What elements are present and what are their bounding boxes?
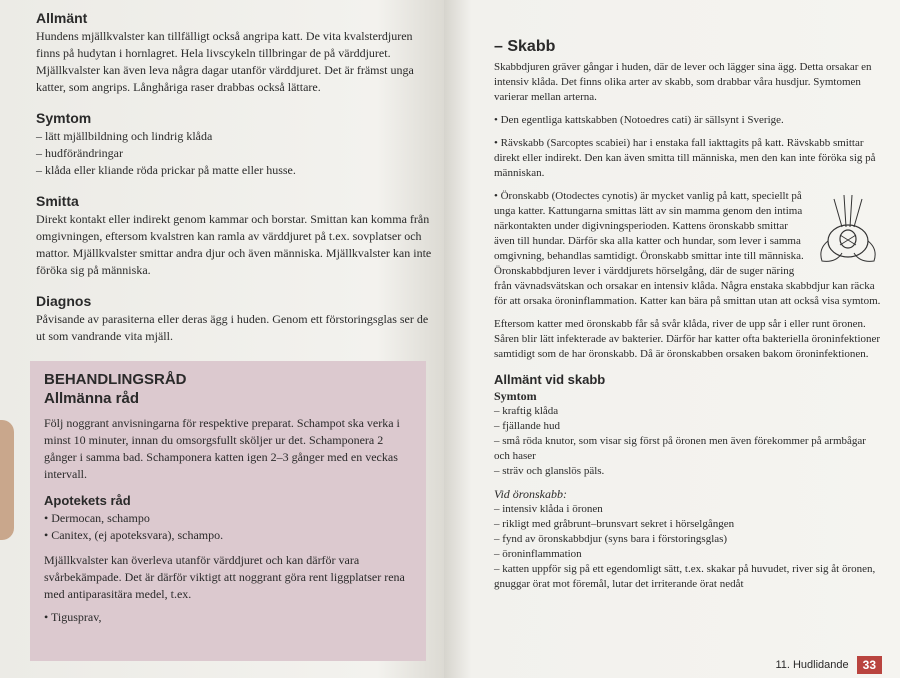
apotek-heading: Apotekets råd — [44, 493, 131, 508]
vid-list — [494, 502, 884, 592]
heading-smitta: Smitta — [36, 193, 79, 209]
text-smitta: Direkt kontakt eller indirekt genom kammar och borstar. Smittan kan komma från omgivningen, eftersom kvalstren kan ramla av värddjuret på t.ex. sovplatser och mattor. Mjällkvalster smittar andra djur och även människa. Mjällkvalster kan inte föröka sig på människa. — [36, 212, 432, 277]
vid-heading: Vid öronskabb: — [494, 487, 567, 501]
item-oronskabb: • Öronskabb (Otodectes cynotis) är mycket vanlig på katt, speciellt på unga katter. Kattungarna smittas lätt av sin mamma genom den intima närkontakten under digivningsperioden. Kattens öronskabb smittar även till hundar. Därför ska alla katter och hundar, som lever i samma omgivning, behandlas samtidigt. Öronskabb smittar inte till människa. Öronskabbdjuren lever i värddjurets hörselgång, där de suger näring från vävnadsvätskan och orsakar en intensiv klåda. Några enstaka skabbdjur kan räcka för att orsaka öroninflammation. Katter kan bära på smittan utan att också visa symtom. — [494, 190, 881, 307]
item-ravskabb: • Rävskabb (Sarcoptes scabiei) har i enstaka fall iakttagits på katt. Rävskabb smittar direkt eller indirekt. Den kan även smitta till människa, men den kan inte föröka sig på människan. — [494, 137, 876, 179]
box-text: Följ noggrant anvisningarna för respektive preparat. Schampot ska verka i minst 10 minuter, innan du omsorgsfullt sköljer ur det. Schamponera 2 gånger i samma bad. Schamponera katten igen 2–3 gånger med en veckas intervall. — [44, 416, 400, 481]
section-diagnos — [36, 293, 432, 345]
section-smitta — [36, 193, 432, 279]
right-column — [494, 38, 884, 592]
heading-diagnos: Diagnos — [36, 293, 92, 309]
symtom-heading: Symtom — [494, 389, 537, 403]
page-title: – Skabb — [494, 38, 556, 55]
allmant-skabb-heading: Allmänt vid skabb — [494, 372, 606, 387]
box-subtitle: Allmänna råd — [44, 390, 140, 407]
list-item: – fjällande hud — [494, 419, 884, 434]
left-column — [36, 10, 432, 661]
list-item: – rikligt med gråbrunt–brunsvart sekret i hörselgången — [494, 517, 884, 532]
list-item: – katten uppför sig på ett egendomligt sätt, t.ex. skakar på huvudet, river sig åt öronen, gnuggar örat mot föremål, lutar det irriterande örat nedåt — [494, 562, 884, 592]
list-item: • Canitex, (ej apoteksvara), schampo. — [44, 527, 412, 544]
mite-illustration — [812, 189, 884, 273]
list-item: • Tigusprav, — [44, 609, 412, 626]
list-item: – lätt mjällbildning och lindrig klåda — [36, 128, 432, 145]
footer-chapter: 11. Hudlidande — [775, 659, 849, 671]
list-item: – fynd av öronskabbdjur (syns bara i förstoringsglas) — [494, 532, 884, 547]
intro-text: Skabbdjuren gräver gångar i huden, där de lever och lägger sina ägg. Detta orsakar en intensiv klåda. Det finns olika arter av skabb, som drabbar våra husdjur. Symtomen varierar mellan arterna. — [494, 61, 872, 103]
right-symtom-list — [494, 404, 884, 479]
text-allmant: Hundens mjällkvalster kan tillfälligt också angripa katt. De vita kvalsterdjuren finns på hudytan i hornlagret. Hela livscykeln tillbringar de på värddjuret. Mjällkvalster kan även leva några dagar utanför värddjuret. Det är främst unga katter, som angrips. Långhåriga raser drabbas också lättare. — [36, 29, 414, 94]
symtom-list — [36, 128, 432, 179]
list-item: – kraftig klåda — [494, 404, 884, 419]
list-item: – öroninflammation — [494, 547, 884, 562]
section-symtom — [36, 110, 432, 179]
list-item: • Dermocan, schampo — [44, 510, 412, 527]
list-item: – klåda eller kliande röda prickar på matte eller husse. — [36, 162, 432, 179]
heading-allmant: Allmänt — [36, 10, 88, 26]
box-text-2: Mjällkvalster kan överleva utanför värddjuret och kan därför vara svårbekämpade. Det är därför viktigt att noggrant göra rent liggplatser rena med antiparasitära medel, t.ex. — [44, 553, 405, 601]
apotek-list — [44, 510, 412, 544]
box-title: BEHANDLINGSRÅD — [44, 371, 187, 388]
list-item: – intensiv klåda i öronen — [494, 502, 884, 517]
heading-symtom: Symtom — [36, 110, 92, 126]
right-page — [444, 0, 900, 678]
thumb — [0, 420, 14, 540]
left-page — [0, 0, 444, 678]
list-item: – små röda knutor, som visar sig först på öronen men även förekommer på armbågar och haser — [494, 434, 884, 464]
page-footer — [775, 656, 882, 674]
item-kattskabb: • Den egentliga kattskabben (Notoedres cati) är sällsynt i Sverige. — [494, 114, 784, 126]
list-item: – hudförändringar — [36, 145, 432, 162]
oronskabb-block — [494, 189, 884, 309]
para-2: Eftersom katter med öronskabb får så svår klåda, river de upp sår i eller runt öronen. Såren blir lätt infekterade av bakterier. Därför har katter ofta bakteriella öroninfektioner samtidigt som de har öronskabb. Då är öronskabben orsaken bakom öroninfektionen. — [494, 318, 881, 360]
treatment-box — [30, 361, 426, 661]
last-list — [44, 609, 412, 626]
page-number: 33 — [857, 656, 882, 674]
section-allmant — [36, 10, 432, 96]
text-diagnos: Påvisande av parasiterna eller deras ägg i huden. Genom ett förstoringsglas ser de ut som vandrande vita mjäll. — [36, 312, 429, 343]
list-item: – sträv och glanslös päls. — [494, 464, 884, 479]
